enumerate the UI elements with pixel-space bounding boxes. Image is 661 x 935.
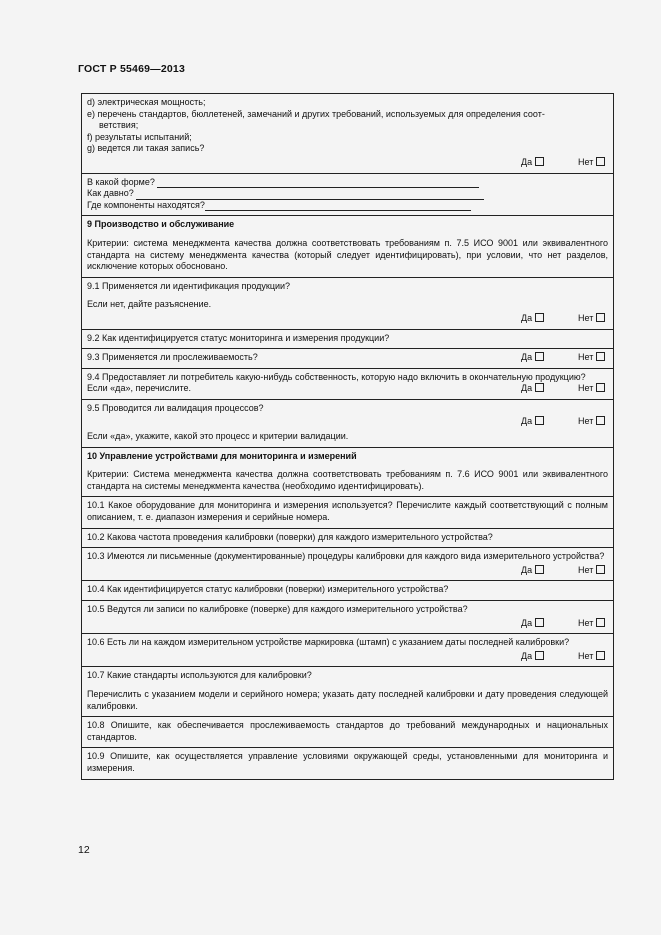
form-answer-line[interactable]: [157, 178, 479, 188]
since-question: Как давно?: [87, 188, 134, 199]
table-row: [82, 173, 613, 216]
question-10-4: 10.4 Как идентифицируется статус калибровки (поверки) измерительного устройства?: [87, 584, 449, 595]
no-checkbox[interactable]: [596, 651, 605, 660]
where-question: Где компоненты находятся?: [87, 199, 205, 210]
yes-label: Да: [521, 416, 533, 427]
no-label: Нет: [578, 564, 594, 575]
yes-label: Да: [521, 312, 533, 323]
table-row: [82, 368, 613, 399]
question-9-1: 9.1 Применяется ли идентификация продукции?: [87, 280, 291, 291]
table-row: [82, 277, 613, 329]
yes-no-choice: [521, 352, 608, 364]
question-9-2: 9.2 Как идентифицируется статус мониторинга и измерения продукции?: [87, 332, 390, 343]
no-label: Нет: [578, 383, 594, 394]
table-row: [82, 580, 613, 600]
table-row: [82, 528, 613, 548]
table-row: [82, 329, 613, 349]
yes-checkbox[interactable]: [535, 352, 544, 361]
yes-checkbox[interactable]: [535, 618, 544, 627]
yes-label: Да: [521, 156, 533, 167]
item-e-continued: ветствия;: [99, 120, 139, 131]
no-checkbox[interactable]: [596, 565, 605, 574]
table-row: [82, 496, 613, 527]
no-label: Нет: [578, 617, 594, 628]
table-row: [82, 633, 613, 666]
question-10-1: 10.1 Какое оборудование для мониторинга и измерения используется? Перечислите каждый соответствующий с полным описанием, т. е. диапазон измерения и серийные номера.: [87, 500, 608, 523]
question-9-4: 9.4 Предоставляет ли потребитель какую-нибудь собственность, которую надо включить в окончательную продукцию?: [87, 371, 586, 382]
question-10-6: 10.6 Есть ли на каждом измерительном устройстве маркировка (штамп) с указанием даты последней калибровки?: [87, 637, 570, 648]
yes-checkbox[interactable]: [535, 651, 544, 660]
table-row: [82, 716, 613, 747]
document-header: ГОСТ Р 55469—2013: [78, 63, 186, 75]
no-label: Нет: [578, 650, 594, 661]
question-10-9: 10.9 Опишите, как осуществляется управление условиями окружающей среды, установленными для мониторинга и измерения.: [87, 751, 608, 773]
no-checkbox[interactable]: [596, 157, 605, 166]
question-9-4-note: Если «да», перечислите.: [87, 383, 192, 394]
item-f: f) результаты испытаний;: [87, 131, 192, 142]
table-row: [82, 348, 613, 368]
yes-checkbox[interactable]: [535, 416, 544, 425]
where-answer-line[interactable]: [205, 201, 471, 211]
yes-checkbox[interactable]: [535, 157, 544, 166]
question-10-7-note: Перечислить с указанием модели и серийного номера; указать дату последней калибровки и дату проведения следующей калибровки.: [87, 688, 608, 711]
table-row: [82, 666, 613, 716]
no-label: Нет: [578, 416, 594, 427]
question-10-3: 10.3 Имеются ли письменные (документированные) процедуры калибровки для каждого вида измерительного устройства?: [87, 551, 605, 562]
no-checkbox[interactable]: [596, 618, 605, 627]
section-10-title: 10 Управление устройствами для мониторинга и измерений: [87, 450, 357, 461]
table-row: [82, 600, 613, 633]
yes-no-choice: [87, 313, 608, 325]
yes-no-choice: [87, 618, 608, 630]
yes-label: Да: [521, 617, 533, 628]
table-row: [82, 94, 613, 173]
yes-no-choice: [87, 157, 608, 169]
question-9-5-note: Если «да», укажите, какой это процесс и критерии валидации.: [87, 431, 349, 442]
section-9-criteria: Критерии: система менеджмента качества должна соответствовать требованиям п. 7.5 ИСО 9001 или эквивалентного стандарта на систему менеджмента качества (который следует идентифицировать), при условии, что нет разделов, исключение которых обосновано.: [87, 237, 608, 272]
yes-no-choice: [87, 651, 608, 663]
yes-label: Да: [521, 352, 533, 363]
question-10-5: 10.5 Ведутся ли записи по калибровке (поверке) для каждого измерительного устройства?: [87, 604, 468, 614]
section-10-criteria: Критерии: Система менеджмента качества должна соответствовать требованиям п. 7.6 ИСО 9001 или эквивалентного стандарта на системы менеджмента качества (необходимо идентифицировать).: [87, 469, 608, 491]
no-checkbox[interactable]: [596, 352, 605, 361]
yes-label: Да: [521, 650, 533, 661]
yes-checkbox[interactable]: [535, 565, 544, 574]
yes-checkbox[interactable]: [535, 313, 544, 322]
question-9-5: 9.5 Проводится ли валидация процессов?: [87, 402, 264, 413]
questionnaire-table: [81, 93, 614, 780]
no-checkbox[interactable]: [596, 416, 605, 425]
section-9-title: 9 Производство и обслуживание: [87, 219, 235, 230]
yes-label: Да: [521, 383, 533, 394]
section-9-title-row: [82, 215, 613, 276]
no-checkbox[interactable]: [596, 383, 605, 392]
item-g: g) ведется ли такая запись?: [87, 143, 205, 154]
table-row: [82, 399, 613, 447]
yes-no-choice: [87, 416, 608, 428]
table-row: [82, 547, 613, 580]
no-checkbox[interactable]: [596, 313, 605, 322]
question-10-7: 10.7 Какие стандарты используются для калибровки?: [87, 670, 312, 681]
no-label: Нет: [578, 312, 594, 323]
no-label: Нет: [578, 352, 594, 363]
question-10-2: 10.2 Какова частота проведения калибровки (поверки) для каждого измерительного устройства?: [87, 531, 493, 542]
question-9-3: 9.3 Применяется ли прослеживаемость?: [87, 352, 258, 363]
item-e: e) перечень стандартов, бюллетеней, замечаний и других требований, используемых для определения соот-: [87, 108, 545, 119]
yes-no-choice: [521, 383, 608, 395]
yes-no-choice: [87, 565, 608, 577]
yes-label: Да: [521, 564, 533, 575]
question-10-8: 10.8 Опишите, как обеспечивается прослеживаемость стандартов до требований международных и национальных стандартов.: [87, 720, 608, 742]
page-number: 12: [78, 844, 90, 856]
table-row: [82, 747, 613, 778]
section-10-title-row: [82, 447, 613, 497]
question-9-1-note: Если нет, дайте разъяснение.: [87, 299, 212, 310]
no-label: Нет: [578, 156, 594, 167]
since-answer-line[interactable]: [136, 190, 484, 200]
form-question: В какой форме?: [87, 176, 155, 187]
yes-checkbox[interactable]: [535, 383, 544, 392]
item-d: d) электрическая мощность;: [87, 97, 206, 107]
